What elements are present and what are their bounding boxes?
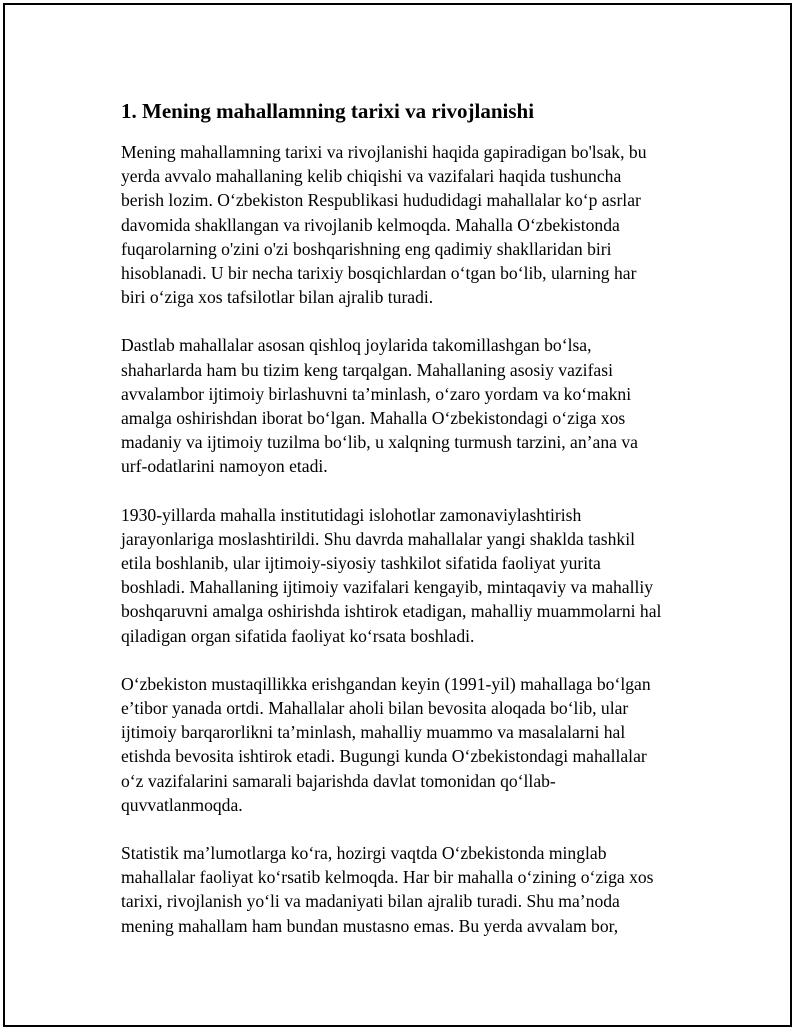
- text-line: shaharlarda ham bu tizim keng tarqalgan. Mahallaning asosiy vazifasi: [121, 359, 613, 380]
- text-line: O‘zbekiston mustaqillikka erishgandan keyin (1991-yil) mahallaga bo‘lgan: [121, 673, 651, 694]
- text-line: ijtimoiy barqarorlikni ta’minlash, mahalliy muammo va masalalarni hal: [121, 722, 626, 743]
- text-line: avvalambor ijtimoiy birlashuvni ta’minlash, o‘zaro yordam va ko‘makni: [121, 383, 632, 404]
- text-line: urf-odatlarini namoyon etadi.: [121, 456, 328, 477]
- paragraph-2: [121, 333, 701, 478]
- paragraph-4: [121, 672, 701, 817]
- text-line: mahallalar faoliyat ko‘rsatib kelmoqda. Har bir mahalla o‘zining o‘ziga xos: [121, 867, 654, 888]
- text-line: boshladi. Mahallaning ijtimoiy vazifalari kengayib, mintaqaviy va mahalliy: [121, 577, 654, 598]
- text-line: mening mahallam ham bundan mustasno emas. Bu yerda avvalam bor,: [121, 915, 619, 936]
- text-line: fuqarolarning o'zini o'zi boshqarishning eng qadimiy shakllaridan biri: [121, 238, 612, 259]
- text-line: quvvatlanmoqda.: [121, 794, 243, 815]
- text-line: amalga oshirishdan iborat bo‘lgan. Mahalla O‘zbekistondagi o‘ziga xos: [121, 408, 626, 429]
- text-line: jarayonlariga moslashtirildi. Shu davrda mahallalar yangi shaklda tashkil: [121, 528, 635, 549]
- text-line: yerda avvalo mahallaning kelib chiqishi va vazifalari haqida tushuncha: [121, 166, 622, 187]
- text-line: e’tibor yanada ortdi. Mahallalar aholi bilan bevosita aloqada bo‘lib, ular: [121, 698, 629, 719]
- text-line: etishda bevosita ishtirok etadi. Bugungi kunda O‘zbekistondagi mahallalar: [121, 746, 647, 767]
- document-page: [3, 3, 792, 1027]
- paragraph-3: [121, 503, 701, 648]
- text-line: hisoblanadi. U bir necha tarixiy bosqichlardan o‘tgan bo‘lib, ularning har: [121, 263, 637, 284]
- text-line: tarixi, rivojlanish yo‘li va madaniyati bilan ajralib turadi. Shu ma’noda: [121, 891, 620, 912]
- text-line: qiladigan organ sifatida faoliyat ko‘rsata boshladi.: [121, 625, 475, 646]
- paragraph-5: [121, 841, 701, 938]
- document-body: [121, 97, 701, 962]
- text-line: Dastlab mahallalar asosan qishloq joylarida takomillashgan bo‘lsa,: [121, 335, 592, 356]
- text-line: 1930-yillarda mahalla institutidagi islohotlar zamonaviylashtirish: [121, 504, 582, 525]
- text-line: etila boshlanib, ular ijtimoiy-siyosiy tashkilot sifatida faoliyat yurita: [121, 553, 601, 574]
- text-line: boshqaruvni amalga oshirishda ishtirok etadigan, mahalliy muammolarni hal: [121, 601, 662, 622]
- text-line: biri o‘ziga xos tafsilotlar bilan ajralib turadi.: [121, 287, 434, 308]
- text-line: madaniy va ijtimoiy tuzilma bo‘lib, u xalqning turmush tarzini, an’ana va: [121, 432, 638, 453]
- paragraph-1: [121, 140, 701, 309]
- text-line: Statistik ma’lumotlarga ko‘ra, hozirgi vaqtda O‘zbekistonda minglab: [121, 843, 607, 864]
- text-line: o‘z vazifalarini samarali bajarishda davlat tomonidan qo‘llab-: [121, 770, 556, 791]
- section-heading: 1. Mening mahallamning tarixi va rivojlanishi: [121, 99, 535, 123]
- text-line: Mening mahallamning tarixi va rivojlanishi haqida gapiradigan bo'lsak, bu: [121, 142, 647, 162]
- text-line: davomida shakllangan va rivojlanib kelmoqda. Mahalla O‘zbekistonda: [121, 214, 620, 235]
- text-line: berish lozim. O‘zbekiston Respublikasi hududidagi mahallalar ko‘p asrlar: [121, 190, 641, 211]
